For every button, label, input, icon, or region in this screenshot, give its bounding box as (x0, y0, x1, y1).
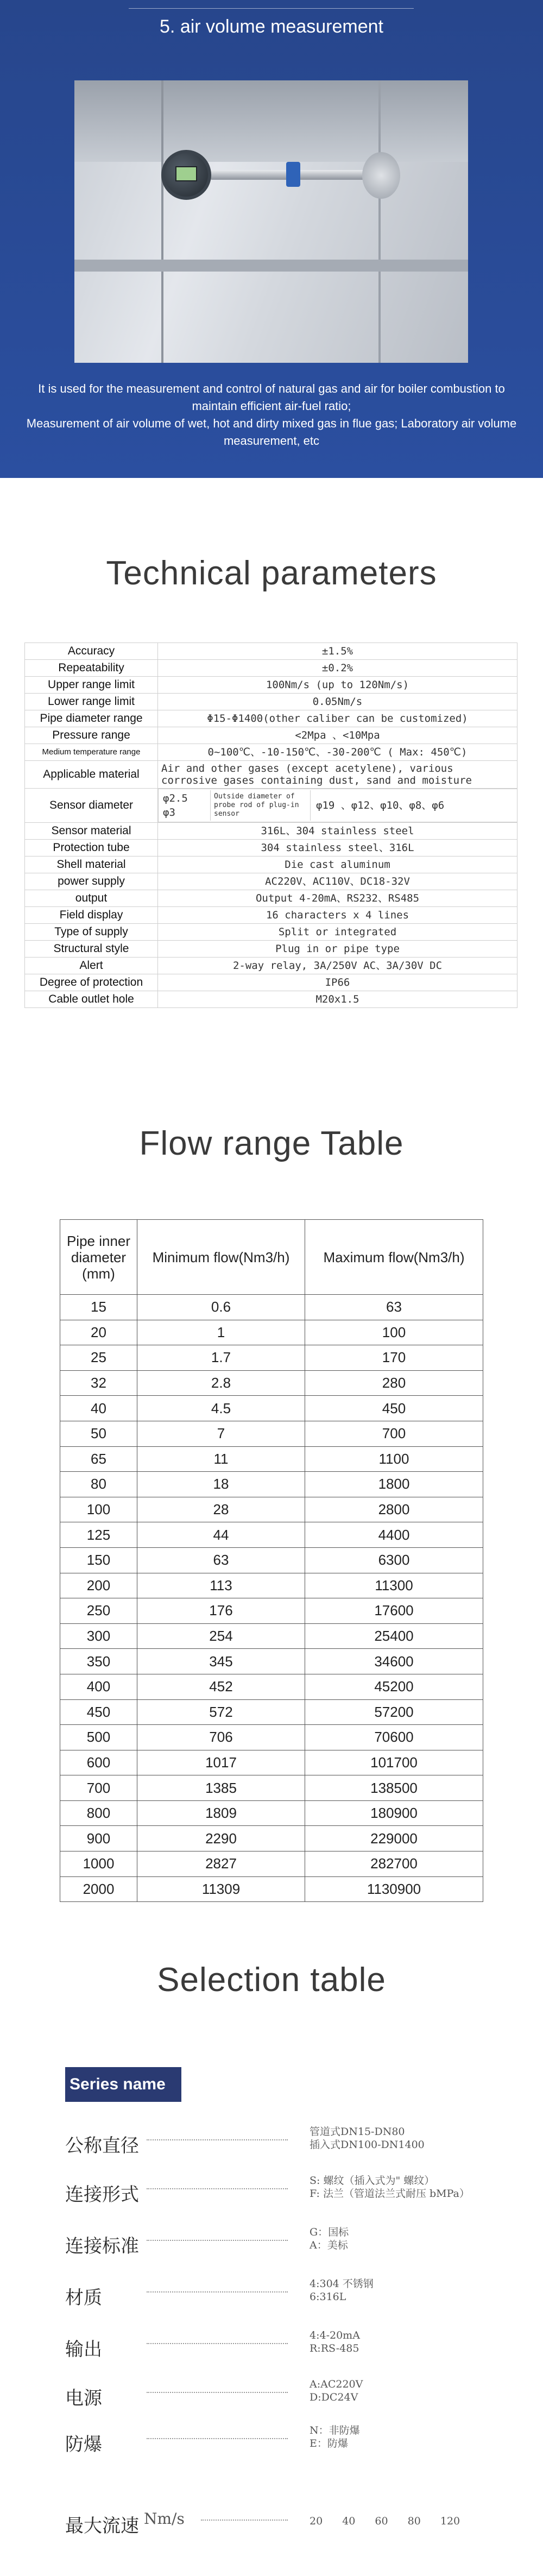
param-value: Φ15-Φ1400(other caliber can be customized) (158, 710, 517, 727)
selection-options (310, 2226, 349, 2252)
param-key: Degree of protection (25, 974, 158, 991)
cell-min-flow: 2827 (137, 1851, 305, 1877)
selection-option: D:DC24V (310, 2391, 358, 2403)
cell-min-flow: 2290 (137, 1826, 305, 1851)
selection-row (65, 2121, 489, 2159)
cell-diameter: 300 (60, 1623, 137, 1649)
selection-row (65, 2273, 489, 2311)
selection-row (65, 2221, 489, 2259)
param-key: Accuracy (25, 643, 158, 660)
technical-parameters-table (24, 643, 517, 1008)
cell-max-flow: 1100 (305, 1446, 483, 1472)
flow-row (60, 1800, 483, 1826)
flow-row (60, 1497, 483, 1522)
param-value: 0.05Nm/s (158, 694, 517, 710)
flow-row (60, 1547, 483, 1573)
cell-min-flow: 1809 (137, 1800, 305, 1826)
param-key: Alert (25, 958, 158, 974)
param-key: Sensor material (25, 823, 158, 840)
param-value: 304 stainless steel、316L (158, 840, 517, 856)
param-row (25, 840, 517, 856)
selection-option: 6:316L (310, 2291, 346, 2303)
flow-row (60, 1421, 483, 1446)
cell-max-flow: 700 (305, 1421, 483, 1446)
param-key: Medium temperature range (25, 744, 158, 761)
param-value: IP66 (158, 974, 517, 991)
cell-diameter: 80 (60, 1472, 137, 1497)
cell-diameter: 25 (60, 1345, 137, 1371)
flow-row (60, 1446, 483, 1472)
flow-row (60, 1725, 483, 1750)
param-value: Air and other gases (except acetylene), various corrosive gases containing dust, sand and moisture (158, 761, 517, 789)
param-value: Output 4-20mA、RS232、RS485 (158, 890, 517, 907)
param-value: M20x1.5 (158, 991, 517, 1008)
selection-label: 防爆 (65, 2434, 102, 2455)
selection-options (310, 2174, 470, 2200)
cell-min-flow: 1.7 (137, 1345, 305, 1371)
param-value: ±1.5% (158, 643, 517, 660)
description-line-1: It is used for the measurement and control of natural gas and air for boiler combustion to maintain efficient air-fuel ratio; (38, 382, 505, 413)
cell-max-flow: 101700 (305, 1750, 483, 1775)
cell-max-flow: 63 (305, 1295, 483, 1320)
flow-row (60, 1345, 483, 1371)
sensor-s2: Outside diameter of probe rod of plug-in sensor (210, 790, 311, 821)
flow-row (60, 1851, 483, 1877)
flow-row (60, 1598, 483, 1624)
cell-min-flow: 2.8 (137, 1370, 305, 1396)
cell-max-flow: 17600 (305, 1598, 483, 1624)
flow-row (60, 1750, 483, 1775)
cell-diameter: 2000 (60, 1876, 137, 1902)
param-row (25, 873, 517, 890)
max-flow-values: 20 40 60 80 120 (310, 2515, 460, 2527)
flow-row (60, 1396, 483, 1421)
cell-max-flow: 34600 (305, 1649, 483, 1674)
flow-row (60, 1826, 483, 1851)
cell-max-flow: 57200 (305, 1699, 483, 1725)
param-value: Split or integrated (158, 924, 517, 941)
cell-min-flow: 28 (137, 1497, 305, 1522)
param-row (25, 677, 517, 694)
cell-max-flow: 100 (305, 1320, 483, 1345)
max-flow-unit: Nm/s (144, 2510, 185, 2528)
param-row (25, 744, 517, 761)
param-row (25, 710, 517, 727)
param-key: Pressure range (25, 727, 158, 744)
max-flow-label: 最大流速 (65, 2515, 139, 2537)
flow-row (60, 1573, 483, 1598)
flow-row (60, 1649, 483, 1674)
selection-label: 连接标准 (65, 2235, 139, 2257)
param-value: 316L、304 stainless steel (158, 823, 517, 840)
cell-max-flow: 450 (305, 1396, 483, 1421)
param-value (158, 789, 517, 822)
cell-min-flow: 63 (137, 1547, 305, 1573)
cell-diameter: 1000 (60, 1851, 137, 1877)
cell-diameter: 100 (60, 1497, 137, 1522)
param-row (25, 660, 517, 677)
selection-option: N：非防爆 (310, 2424, 360, 2436)
selection-options (310, 2424, 360, 2450)
col-header-min-flow: Minimum flow(Nm3/h) (137, 1220, 305, 1295)
flow-row (60, 1370, 483, 1396)
param-row (25, 924, 517, 941)
cell-max-flow: 280 (305, 1370, 483, 1396)
param-row (25, 727, 517, 744)
cell-diameter: 250 (60, 1598, 137, 1624)
param-value: 100Nm/s (up to 120Nm/s) (158, 677, 517, 694)
param-key: Sensor diameter (25, 789, 158, 823)
cell-max-flow: 180900 (305, 1800, 483, 1826)
cell-min-flow: 452 (137, 1674, 305, 1699)
selection-option: A:AC220V (310, 2378, 363, 2390)
selection-option: 管道式DN15-DN80 (310, 2126, 405, 2138)
cell-max-flow: 170 (305, 1345, 483, 1371)
cell-diameter: 150 (60, 1547, 137, 1573)
cell-diameter: 15 (60, 1295, 137, 1320)
param-value: Plug in or pipe type (158, 941, 517, 958)
cell-diameter: 500 (60, 1725, 137, 1750)
flow-row (60, 1623, 483, 1649)
cell-diameter: 125 (60, 1522, 137, 1548)
cell-diameter: 40 (60, 1396, 137, 1421)
cell-min-flow: 706 (137, 1725, 305, 1750)
selection-option: G：国标 (310, 2226, 349, 2238)
param-row (25, 974, 517, 991)
col-header-diameter: Pipe inner diameter (mm) (60, 1220, 137, 1295)
flow-row (60, 1699, 483, 1725)
param-row (25, 823, 517, 840)
param-row (25, 694, 517, 710)
param-key: Type of supply (25, 924, 158, 941)
cell-max-flow: 11300 (305, 1573, 483, 1598)
param-key: Lower range limit (25, 694, 158, 710)
param-row (25, 941, 517, 958)
selection-options (310, 2378, 363, 2404)
cell-max-flow: 229000 (305, 1826, 483, 1851)
selection-label: 连接形式 (65, 2184, 139, 2206)
selection-option: E：防爆 (310, 2438, 348, 2449)
selection-option: A：美标 (310, 2239, 348, 2251)
selection-option: 4:304 不锈钢 (310, 2278, 374, 2290)
param-key: power supply (25, 873, 158, 890)
flow-range-heading: Flow range Table (139, 1125, 404, 1162)
banner-title: 5. air volume measurement (160, 16, 383, 37)
cell-min-flow: 1385 (137, 1775, 305, 1801)
param-key: Upper range limit (25, 677, 158, 694)
param-key: Structural style (25, 941, 158, 958)
selection-row (65, 2420, 489, 2458)
cell-diameter: 200 (60, 1573, 137, 1598)
selection-row (65, 2325, 489, 2363)
selection-label: 电源 (65, 2388, 102, 2409)
cell-max-flow: 2800 (305, 1497, 483, 1522)
cell-diameter: 32 (60, 1370, 137, 1396)
param-key: Cable outlet hole (25, 991, 158, 1008)
cell-min-flow: 0.6 (137, 1295, 305, 1320)
cell-min-flow: 572 (137, 1699, 305, 1725)
selection-row (65, 2170, 489, 2208)
param-row (25, 761, 517, 789)
cell-max-flow: 1800 (305, 1472, 483, 1497)
cell-diameter: 50 (60, 1421, 137, 1446)
cell-max-flow: 282700 (305, 1851, 483, 1877)
selection-option: F: 法兰（管道法兰式耐压 bMPa） (310, 2188, 470, 2200)
param-row (25, 907, 517, 924)
param-key: Protection tube (25, 840, 158, 856)
selection-label: 公称直径 (65, 2135, 139, 2157)
selection-heading: Selection table (157, 1961, 386, 1999)
cell-diameter: 20 (60, 1320, 137, 1345)
title-rule (129, 0, 414, 9)
cell-diameter: 900 (60, 1826, 137, 1851)
param-key: Field display (25, 907, 158, 924)
flow-range-table (60, 1219, 483, 1902)
param-row (25, 890, 517, 907)
cell-min-flow: 4.5 (137, 1396, 305, 1421)
param-key: Applicable material (25, 761, 158, 789)
cell-min-flow: 176 (137, 1598, 305, 1624)
selection-label: 输出 (65, 2339, 102, 2360)
cell-max-flow: 45200 (305, 1674, 483, 1699)
selection-option: 插入式DN100-DN1400 (310, 2139, 425, 2151)
cell-min-flow: 254 (137, 1623, 305, 1649)
cell-diameter: 450 (60, 1699, 137, 1725)
param-value: AC220V、AC110V、DC18-32V (158, 873, 517, 890)
cell-min-flow: 345 (137, 1649, 305, 1674)
cell-diameter: 600 (60, 1750, 137, 1775)
cell-diameter: 800 (60, 1800, 137, 1826)
technical-parameters-heading: Technical parameters (106, 555, 437, 592)
series-name-label: Series name (65, 2067, 181, 2102)
flow-row (60, 1876, 483, 1902)
param-row (25, 643, 517, 660)
param-key: Repeatability (25, 660, 158, 677)
param-value: 16 characters x 4 lines (158, 907, 517, 924)
sensor-s3: φ19 、φ12、φ10、φ8、φ6 (316, 799, 445, 811)
selection-options (310, 2125, 425, 2151)
cell-max-flow: 70600 (305, 1725, 483, 1750)
cell-max-flow: 6300 (305, 1547, 483, 1573)
param-value: Die cast aluminum (158, 856, 517, 873)
param-row (25, 958, 517, 974)
param-key: Shell material (25, 856, 158, 873)
param-row (25, 991, 517, 1008)
param-value: 2-way relay, 3A/250V AC、3A/30V DC (158, 958, 517, 974)
cell-min-flow: 44 (137, 1522, 305, 1548)
flow-row (60, 1775, 483, 1801)
banner-description (22, 380, 521, 450)
cell-max-flow: 138500 (305, 1775, 483, 1801)
flow-row (60, 1472, 483, 1497)
cell-min-flow: 1 (137, 1320, 305, 1345)
cell-max-flow: 25400 (305, 1623, 483, 1649)
param-key: Pipe diameter range (25, 710, 158, 727)
cell-diameter: 65 (60, 1446, 137, 1472)
cell-min-flow: 113 (137, 1573, 305, 1598)
param-key: output (25, 890, 158, 907)
selection-options (310, 2329, 360, 2355)
application-banner (0, 0, 543, 478)
param-value: ±0.2% (158, 660, 517, 677)
param-row (25, 856, 517, 873)
cell-diameter: 350 (60, 1649, 137, 1674)
cell-max-flow: 1130900 (305, 1876, 483, 1902)
cell-min-flow: 7 (137, 1421, 305, 1446)
cell-min-flow: 11309 (137, 1876, 305, 1902)
flow-row (60, 1320, 483, 1345)
selection-label: 材质 (65, 2287, 102, 2309)
cell-diameter: 700 (60, 1775, 137, 1801)
sensor-s1: φ2.5 φ3 (163, 792, 188, 818)
col-header-max-flow: Maximum flow(Nm3/h) (305, 1220, 483, 1295)
cell-min-flow: 18 (137, 1472, 305, 1497)
param-row (25, 789, 517, 823)
selection-option: S: 螺纹（插入式为" 螺纹） (310, 2175, 435, 2187)
cell-min-flow: 1017 (137, 1750, 305, 1775)
cell-max-flow: 4400 (305, 1522, 483, 1548)
flow-row (60, 1674, 483, 1699)
cell-diameter: 400 (60, 1674, 137, 1699)
selection-row (65, 2373, 489, 2411)
param-value: 0~100℃、-10-150℃、-30-200℃ ( Max: 450℃) (158, 744, 517, 761)
meter-display (175, 166, 197, 181)
param-value: <2Mpa 、<10Mpa (158, 727, 517, 744)
cell-min-flow: 11 (137, 1446, 305, 1472)
description-line-2: Measurement of air volume of wet, hot and dirty mixed gas in flue gas; Laboratory air volume measurement, etc (26, 417, 517, 448)
selection-options (310, 2277, 374, 2303)
selection-row-max-flow (65, 2501, 489, 2539)
product-photo (74, 80, 468, 363)
selection-option: 4:4-20mA (310, 2329, 360, 2341)
flow-row (60, 1295, 483, 1320)
selection-option: R:RS-485 (310, 2342, 359, 2354)
flow-row (60, 1522, 483, 1548)
